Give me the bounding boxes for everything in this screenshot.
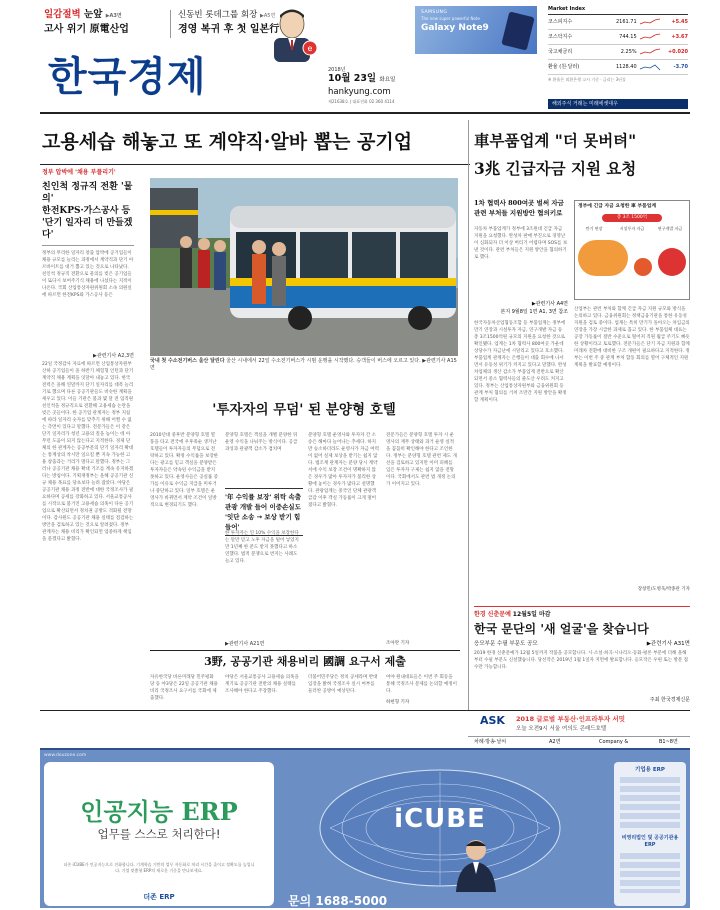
promo-sponsor: 주최 한국경제신문 (649, 697, 690, 703)
feature-body-text: 분양형 호텔 운영사와 투자자 간 소송은 해마다 늘어나는 추세다. 하지만 승소하더라도 운영사가 자금 여력이 없어 실제 보상을 받기는 쉽지 않다. 법조계 관계자는 분양 당시 계약서에 수익 보장 조건이 명확하지 않은 경우가 많아 투자자가 불리한 상황에 놓이는 경우가 많다고 설명했다. 관광업계는 중국인 단체 관광객 급감 이후 객실 가동률이 크게 떨어졌다고 밝혔다. (308, 433, 379, 508)
teaser-text: 경영 복귀 후 첫 일본行 (178, 24, 280, 35)
second-byline: 하헌형 기자 (386, 700, 410, 705)
market-row (548, 60, 688, 75)
index-item[interactable]: 차례·방송·날씨 (474, 739, 507, 745)
market-name: 환율 (원·달러) (548, 63, 580, 70)
date-block (328, 66, 428, 106)
feature-body-text: 전문가들은 분양형 호텔 투자 시 운영사의 재무 상태와 과거 운영 실적을 꼼꼼히 확인해야 한다고 조언한다. 정부는 분양형 호텔 관련 제도 개선을 검토하고 있지만 이미 피해를 입은 투자자 구제는 쉽지 않을 전망이다. 국회에서도 관련 법 개정 논의가 이어지고 있다. (386, 433, 457, 487)
ad-product-logo: iCUBE (394, 804, 486, 834)
teaser-page: ▶A5면 (260, 13, 276, 19)
deck-line: 관련 부처들 지원방안 협의키로 (474, 209, 563, 217)
right-body-text: 자동차 부품업계가 정부에 3조원대 긴급 자금 지원을 요청했다. 완성차 판매 부진으로 경영난이 심화되자 더 이상 버티기 어렵다며 SOS를 보낸 것이다. 관련 부처들은 지원 방안을 협의하기로 했다. (474, 227, 568, 260)
chart-title: 정부에 긴급 자금 요청한 車 부품업계 (578, 204, 657, 209)
promo-body-text: 2019 한경 신춘문예가 12월 5일까지 작품을 공모합니다. 시·소설·희곡·시나리오·동화·평론 부문에 더해 올해부터 수필 부문도 신설했습니다. 당선작은 2019년 1월 1일자 지면에 발표합니다. 응모작은 우편 또는 방문 접수만 가능합니다. (474, 651, 688, 670)
market-value: 2161.71 (615, 18, 637, 25)
teaser-tag: 일감절벽 (44, 9, 81, 20)
feature-body-text: 한 투자자는 연 10% 수익을 보장한다는 말만 믿고 노후 자금을 털어 넣었지만 1년째 한 푼도 받지 못했다고 하소연했다. 법적 분쟁으로 번지는 사례도 늘고 있다. (225, 531, 299, 564)
lead-subhead: 한전KPS·가스공사 등 (42, 206, 131, 216)
market-title: Market Index (548, 6, 688, 15)
feature-jump[interactable]: ▶관련기사 A21면 (225, 641, 265, 647)
pullquote-line: '잇단 소송 → 보상 받기 힘들어' (225, 513, 301, 531)
right-jump[interactable]: ▶관련기사 A4면 (531, 301, 568, 307)
pullquote-line: 관광 개발 들어 이중손실도 (225, 503, 301, 511)
photo-caption-body: 울산 시내에서 22일 수소전기버스가 시범 운행을 시작했다. 승객들이 버스에 오르고 있다. (226, 358, 423, 364)
market-change: -3.70 (673, 63, 688, 70)
market-name: 코스닥지수 (548, 33, 573, 40)
chart-total: 총 3조 1500억 (602, 214, 662, 222)
ask-banner[interactable] (474, 712, 690, 734)
pullquote-line: '年 수익률 보장' 위탁 속출 (225, 493, 302, 501)
funding-chart (574, 200, 690, 300)
right-byline: 장창민/도병욱/박종관 기자 (637, 587, 690, 592)
svg-text:e: e (307, 44, 313, 53)
second-body-text: 더불어민주당은 정치 공세라며 반대 입장을 밝혀 국정조사 실시 여부를 둘러싼 공방이 예상된다. (308, 675, 378, 694)
promo-title: 한국 문단의 '새 얼굴'을 찾습니다 (474, 622, 649, 636)
ask-text: 2018 글로벌 부동산·인프라투자 서밋 (516, 715, 625, 723)
feature-headline[interactable]: '투자자의 무덤' 된 분양형 호텔 (212, 402, 396, 418)
market-sparkline (639, 33, 661, 41)
right-body-text: 한국자동차산업협동조합 등 부품업계는 정부에 만기 연장과 시설투자 자금, 연구개발 자금 등 총 3조1500억원 규모의 지원을 요청한 것으로 확인됐다. 업계는 1차 협력사 800여곳 가운데 상당수가 자금난에 시달리고 있다고 호소했다. 부품업계 관계자는 은행들이 대출 회수에 나서면서 유동성 위기가 커지고 있다고 말했다. 완성차업체의 생산 감소가 부품업계 전반으로 확산되면서 중소 협력사들의 줄도산 우려도 커지고 있다. 정부는 산업통상자원부와 금융위원회 등 관계 부처 협의를 거쳐 조만간 지원 방안을 확정할 계획이다. (474, 321, 567, 403)
index-page: A2면 (549, 739, 561, 745)
market-footer[interactable]: 해외주식 거래는 미래에셋대우 (548, 99, 688, 109)
ad-side-list (620, 777, 680, 831)
divider (468, 736, 690, 737)
market-row (548, 30, 688, 45)
right-headline[interactable]: 3兆 긴급자금 지원 요청 (474, 159, 637, 178)
divider (170, 10, 171, 38)
chart-label: 만기 연장 (585, 226, 603, 231)
market-index (548, 6, 688, 110)
second-body-text: 여야 원내대표들은 이번 주 회동을 통해 국정조사 문제를 논의할 예정이다. (386, 675, 457, 694)
chart-label: 시설투자 자금 (619, 226, 645, 231)
lead-photo[interactable] (150, 178, 458, 356)
market-value: 2.25% (620, 48, 637, 55)
market-sparkline (639, 48, 661, 56)
ad-side-panel (614, 762, 686, 906)
lead-headline[interactable]: 고용세습 해놓고 또 계약직·알바 뽑는 공기업 (42, 131, 413, 153)
feature-pullquote (225, 488, 303, 536)
divider (150, 650, 460, 651)
ad-product: Galaxy Note9 (421, 23, 489, 33)
ask-sub: 오늘 오전9시 서울 여의도 콘래드호텔 (516, 726, 607, 732)
site-url[interactable]: hankyung.com (328, 87, 391, 97)
second-body-text: 자유한국당 바른미래당 민주평화당 등 야3당은 22일 공공기관 채용비리 국정조사 요구서를 국회에 제출했다. (150, 675, 218, 701)
lead-body-text: 정부의 무리한 일자리 창출 압박에 공기업들이 채용 규모를 늘리는 과정에서 계약직과 단기 아르바이트를 대거 뽑고 있는 것으로 나타났다. 친인척 정규직 전환으로 물의를 빚은 공기업들이 또다시 보여주기식 채용에 나섰다는 지적이 나온다. 국회 산업통상자원위원회 소속 의원실에 따르면 한전KPS와 가스공사 등은 (42, 250, 134, 298)
ad-side-title: 비영리법인 및 공공기관용 ERP (621, 835, 679, 848)
chart-label: 연구개발 자금 (657, 226, 683, 231)
lead-subhead: 친인척 정규직 전환 '물의' (42, 182, 133, 204)
ad-site: www.douzone.com (44, 753, 87, 758)
ad-subtitle: 업무를 스스로 처리한다! (97, 827, 221, 841)
promo-box[interactable] (474, 606, 690, 703)
teaser-page: ▶A3면 (105, 13, 122, 19)
promo-sub: 응모부문 수필 부문도 공모 (474, 641, 538, 647)
feature-body-text: 분양형 호텔은 객실을 개별 분양한 뒤 운영 수익을 나눠주는 방식이다. 공급 과잉과 관광객 감소가 겹치며 (225, 433, 298, 452)
newspaper-logo[interactable]: 한국경제 (48, 53, 207, 100)
promo-date: 12월5일 마감 (512, 611, 551, 618)
teaser-text: 신동빈 롯데그룹 회장 (178, 10, 258, 20)
ad-side-list (620, 853, 680, 893)
ad-side-title: 기업용 ERP (635, 767, 665, 773)
market-change: +5.45 (671, 18, 688, 25)
brain-graphic (290, 764, 590, 906)
lead-column (42, 168, 134, 708)
douzone-ad[interactable] (40, 748, 690, 908)
meta-line: 제21638호 | 대표전화 02 360 4114 (328, 99, 395, 104)
feature-body-text: 2010년대 중후반 분양형 호텔 열풍을 타고 전국에 우후죽순 생겨난 호텔들이 투자자들의 무덤으로 전락하고 있다. 확정 수익률을 보장한다는 광고를 믿고 객실을 분양받은 투자자들은 약속된 수익금을 받지 못하고 있다. 운영사들은 공실률 증가를 이유로 수익금 지급을 미루거나 중단하고 있다. 일부 호텔은 운영사가 바뀌면서 계약 조건이 일방적으로 변경되기도 했다. (150, 433, 218, 508)
divider (40, 710, 690, 711)
second-body-text: 야당은 서울교통공사 고용세습 의혹을 계기로 공공기관 전반의 채용 실태를 조사해야 한다고 주장했다. (225, 675, 299, 694)
deck-line: 1차 협력사 800여곳 벌써 자금 (474, 199, 564, 207)
market-value: 744.15 (619, 33, 637, 40)
second-headline[interactable]: 3野, 공공기관 채용비리 國調 요구서 제출 (204, 655, 406, 668)
photo-caption-ref: ▶관련기사 A15면 (150, 358, 457, 371)
right-jump[interactable]: 본지 9월8일 1면 A1, 3면 참조 (500, 309, 568, 315)
divider (40, 164, 470, 165)
date-year: 2018년 (328, 67, 346, 73)
promo-label: 한경 신춘문예 (474, 611, 511, 618)
right-deck (474, 198, 569, 218)
lead-kicker: 정부 압박에 '채용 부풀리기' (42, 169, 116, 176)
teaser-left[interactable] (44, 8, 174, 37)
chart-bubble (658, 248, 686, 276)
ad-tagline: The new super powerful Note (421, 16, 480, 21)
divider (42, 245, 134, 246)
market-row (548, 15, 688, 30)
page-index (474, 738, 690, 746)
market-sparkline (639, 18, 661, 26)
lead-jump[interactable]: ▶관련기사 A2,3면 (93, 352, 134, 359)
market-name: 코스피지수 (548, 18, 573, 25)
chart-bubble (634, 258, 652, 276)
market-name: 국고채금리 (548, 48, 573, 55)
ask-logo: ASK (480, 714, 505, 727)
spokesperson-photo (448, 834, 504, 892)
market-note: ※ 환율은 외환은행 고시 기준 · 금리는 3년물 (548, 77, 626, 82)
ad-brand: SAMSUNG (421, 10, 448, 15)
market-row (548, 45, 688, 60)
ad-title: 인공지능 ERP (80, 797, 238, 826)
ad-left-panel (44, 762, 274, 906)
market-change: +0.020 (667, 48, 688, 55)
index-item[interactable]: Company & (599, 739, 629, 745)
lead-subhead: '단기 일자리 더 만들겠다' (42, 218, 133, 240)
right-headline[interactable]: 車부품업계 "더 못버텨" (474, 131, 637, 150)
index-page: B1~8면 (659, 739, 678, 745)
teaser-text: 고사 위기 原電산업 (44, 24, 129, 35)
samsung-ad[interactable] (415, 6, 537, 54)
teaser-text: 눈앞 (84, 9, 103, 20)
masthead (40, 6, 690, 110)
market-sparkline (639, 63, 661, 71)
column-divider (468, 120, 469, 710)
market-change: +3.67 (671, 33, 688, 40)
feature-byline: 조아란 기자 (386, 641, 410, 646)
photo-caption (150, 358, 458, 372)
ad-phone[interactable]: 문의 1688-5000 (288, 894, 388, 908)
promo-jump[interactable]: ▶관련기사 A31면 (646, 641, 690, 647)
chart-bubble (578, 240, 628, 276)
ad-brand-name: 더존 ERP (143, 893, 175, 901)
portrait-illustration (262, 6, 322, 62)
photo-caption-title: 국내 첫 수소전기버스 울산 달린다 (150, 358, 225, 364)
right-body-text: 산업부는 관련 부처와 함께 긴급 자금 지원 규모와 방식을 논의하고 있다. 금융위원회는 정책금융기관을 통한 유동성 지원을 검토 중이다. 업계는 특히 만기가 돌아오는 차입금의 연장을 가장 시급한 과제로 꼽고 있다. 한 부품업체 대표는 공장 가동률이 절반 수준으로 떨어져 직원 월급 주기도 빠듯한 상황이라고 토로했다. 전문가들은 단기 자금 지원과 함께 미래차 전환에 대비한 구조 개편이 필요하다고 지적한다. 정부는 이번 주 중 관계 부처 합동 회의를 열어 구체적인 지원 계획을 발표할 예정이다. (574, 307, 690, 368)
weekday: 화요일 (379, 77, 396, 83)
date: 10월 23일 (328, 73, 377, 84)
lead-body-text: 22일 국정감사 자료에 따르면 산업통상자원부 산하 공기업들이 올 하반기 체험형 인턴과 단기 계약직 채용 계획을 잇달아 내놓고 있다. 한국전력은 올해 연말까지 단기 일자리를 대폭 늘리기로 했으며 다른 공공기관들도 비슷한 계획을 세우고 있다. 이들 기관은 불과 몇 달 전 임직원 친인척을 정규직으로 전환해 고용세습 논란을 빚은 곳들이다. 한 공기업 관계자는 정부 지침에 따라 일자리 숫자를 맞추기 위해 어쩔 수 없는 측면이 있다고 말했다. 전문가들은 이 같은 단기 일자리가 청년 고용의 질을 높이는 데 아무런 도움이 되지 않는다고 지적한다. 경제 단체의 한 관계자는 공공부문의 단기 일자리 확대는 통계상의 착시만 일으킬 뿐 지속 가능한 고용 창출과는 거리가 멀다고 말했다. 정부는 그러나 공공기관 채용 확대 기조를 계속 유지하겠다는 방침이다. 기획재정부는 올해 공공기관 신규 채용 목표를 당초보다 늘려 잡았다. 야당은 공공기관 채용 과정 전반에 대한 국정조사가 필요하다며 공세를 강화하고 있다. 서울교통공사를 시작으로 불거진 고용세습 의혹이 다른 공기업으로 확산되면서 정치권 공방도 격화될 전망이다. 감사원도 공공기관 채용 실태를 점검하는 방안을 검토하고 있는 것으로 알려졌다. 정부 관계자는 채용 비리가 확인되면 엄중하게 책임을 묻겠다고 밝혔다. (42, 361, 134, 542)
ad-fineprint: 더존 iCUBE가 인공지능으로 진화합니다. 기계학습 기반의 업무 자동화로 처리 시간을 줄이고 정확도를 높입니다. 기업 맞춤형 ERP의 새로운 기준을 만나보세요. (63, 862, 255, 873)
market-value: 1128.40 (615, 63, 637, 70)
right-jump-box (474, 300, 568, 316)
masthead-rule (40, 112, 690, 114)
